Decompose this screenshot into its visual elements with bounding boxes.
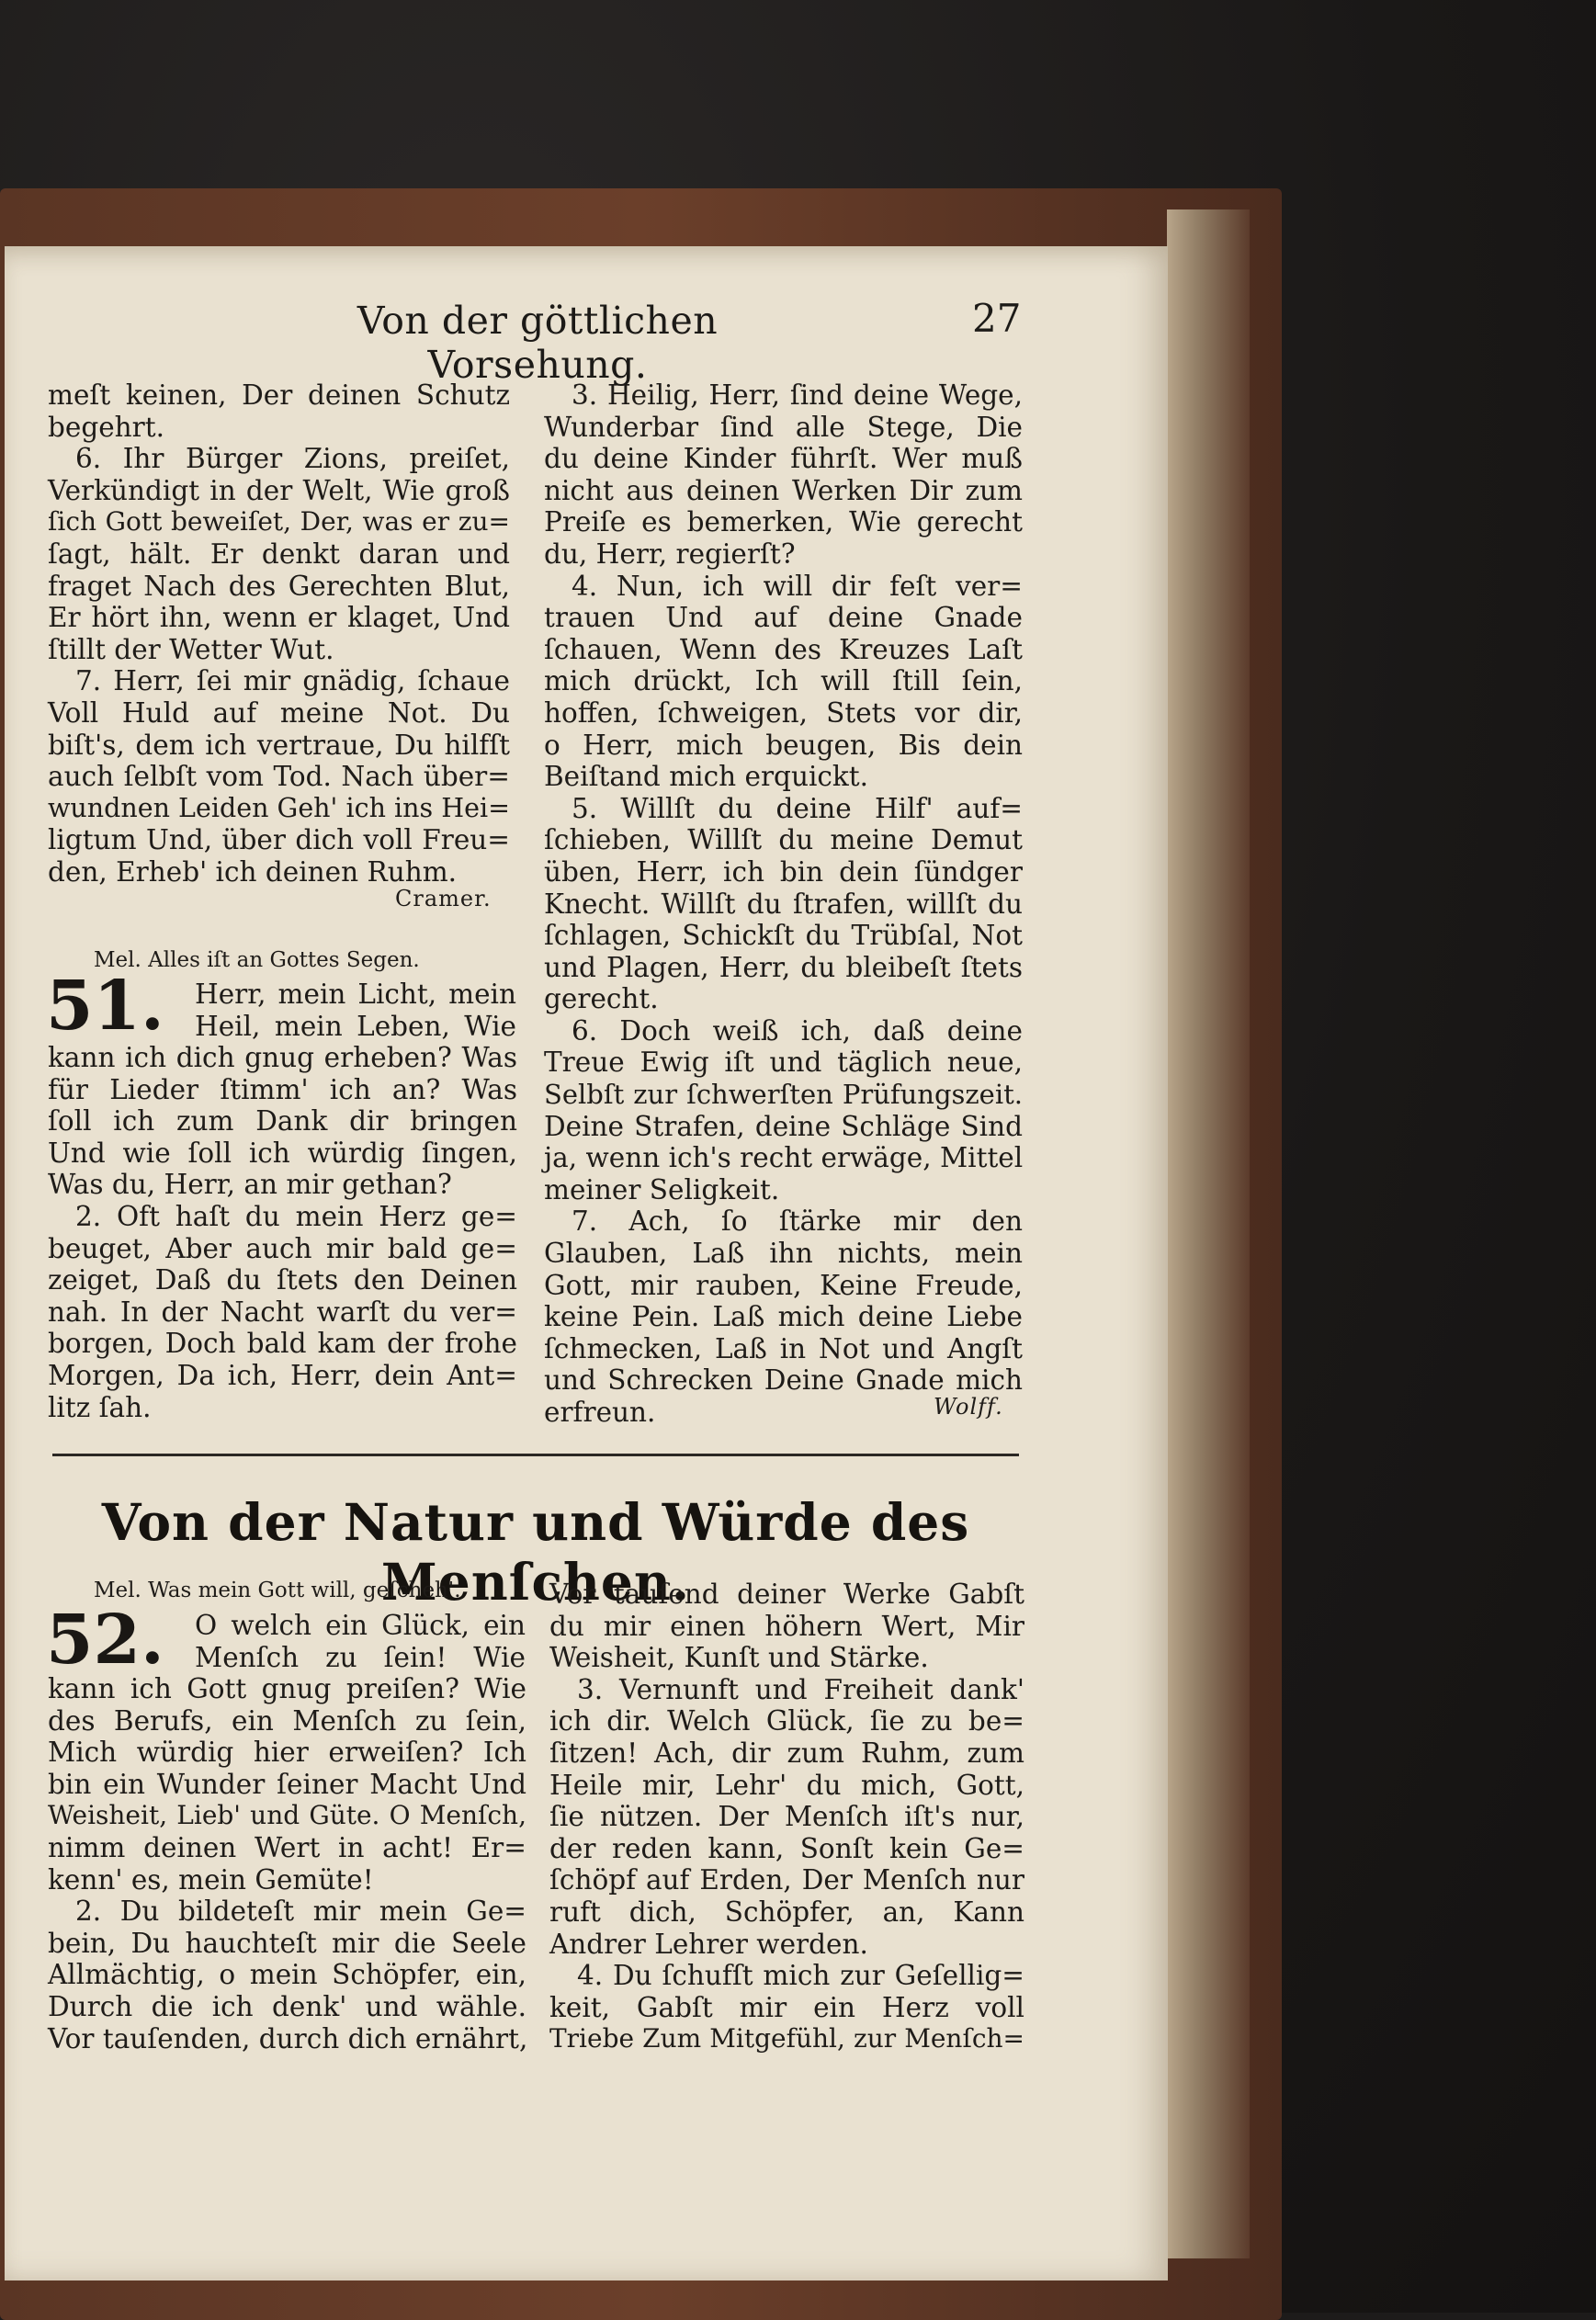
- page-number: 27: [972, 296, 1022, 341]
- text-line: ſich Gott beweiſet, Der, was er zu=: [48, 506, 510, 538]
- text-line: borgen, Doch bald kam der frohe: [48, 1328, 517, 1360]
- text-line: fraget Nach des Gerechten Blut,: [48, 570, 510, 602]
- text-line: ſitzen! Ach, dir zum Ruhm, zum: [549, 1737, 1024, 1769]
- text-line: litz ſah.: [48, 1391, 152, 1423]
- text-line: ſtillt der Wetter Wut.: [48, 633, 334, 665]
- text-line: kenn' es, mein Gemüte!: [48, 1863, 374, 1896]
- text-line: bein, Du hauchteſt mir die Seele: [48, 1927, 526, 1959]
- hymn-author: Cramer.: [395, 886, 492, 911]
- text-line: ligtum Und, über dich voll Freu=: [48, 824, 510, 856]
- text-line: Knecht. Willſt du ſtrafen, willſt du: [544, 888, 1023, 920]
- text-line: biſt's, dem ich vertraue, Du hilfſt: [48, 729, 510, 761]
- text-line: Vor tauſend deiner Werke Gabſt: [549, 1579, 1024, 1610]
- text-line: Triebe Zum Mitgefühl, zur Menſch=: [549, 2023, 1024, 2054]
- text-line: auch ſelbſt vom Tod. Nach über=: [48, 761, 510, 793]
- text-line: meſt keinen, Der deinen Schutz: [48, 379, 510, 411]
- running-header-title: Von der göttlichen Vorsehung.: [357, 299, 719, 387]
- text-line: des Berufs, ein Menſch zu ſein,: [48, 1704, 526, 1737]
- text-line: 6. Ihr Bürger Zions, preiſet,: [75, 443, 510, 475]
- hymn-first-lines: [195, 1610, 526, 1673]
- text-line: Gott, mir rauben, Keine Freude,: [544, 1269, 1023, 1301]
- text-line: O welch ein Glück, ein: [195, 1610, 526, 1641]
- text-line: Mich würdig hier erweiſen? Ich: [48, 1737, 526, 1769]
- melody-reference: Mel. Was mein Gott will, geſcheh'.: [94, 1579, 461, 1602]
- text-line: du, Herr, regierſt?: [544, 538, 796, 570]
- text-line: ſchieben, Willſt du meine Demut: [544, 824, 1023, 856]
- text-line: keine Pein. Laß mich deine Liebe: [544, 1301, 1023, 1333]
- text-line: Menſch zu ſein! Wie: [195, 1641, 526, 1673]
- text-line: ich dir. Welch Glück, ſie zu be=: [549, 1705, 1024, 1737]
- text-line: Preiſe es bemerken, Wie gerecht: [544, 506, 1023, 538]
- text-line: Deine Strafen, deine Schläge Sind: [544, 1110, 1023, 1142]
- text-line: Er hört ihn, wenn er klaget, Und: [48, 602, 510, 634]
- text-line: trauen Und auf deine Gnade: [544, 602, 1023, 634]
- text-line: 2. Oft haſt du mein Herz ge=: [75, 1200, 517, 1232]
- text-line: bin ein Wunder ſeiner Macht Und: [48, 1768, 526, 1800]
- text-line: hoffen, ſchweigen, Stets vor dir,: [544, 696, 1023, 729]
- text-line: Glauben, Laß ihn nichts, mein: [544, 1238, 1023, 1270]
- text-line: Treue Ewig iſt und täglich neue,: [544, 1047, 1023, 1079]
- text-line: du deine Kinder führſt. Wer muß: [544, 443, 1023, 475]
- text-line: kann ich dich gnug erheben? Was: [48, 1042, 517, 1073]
- text-line: Heil, mein Leben, Wie: [195, 1010, 516, 1042]
- text-line: 2. Du bildeteſt mir mein Ge=: [75, 1896, 526, 1928]
- text-line: nah. In der Nacht warſt du ver=: [48, 1296, 517, 1328]
- text-line: beuget, Aber auch mir bald ge=: [48, 1232, 517, 1264]
- text-line: Allmächtig, o mein Schöpfer, ein,: [48, 1959, 526, 1991]
- text-line: o Herr, mich beugen, Bis dein: [544, 729, 1023, 761]
- text-line: zeiget, Daß du ſtets den Deinen: [48, 1264, 517, 1296]
- text-line: begehrt.: [48, 411, 165, 443]
- melody-reference: Mel. Alles iſt an Gottes Segen.: [94, 948, 420, 972]
- text-line: 3. Vernunft und Freiheit dank': [577, 1673, 1024, 1705]
- text-line: erfreun.: [544, 1397, 656, 1428]
- text-line: Was du, Herr, an mir gethan?: [48, 1169, 452, 1201]
- text-line: meiner Seligkeit.: [544, 1173, 780, 1205]
- top-right-column: [544, 379, 1023, 1429]
- text-line: der reden kann, Sonſt kein Ge=: [549, 1832, 1024, 1864]
- hymn-number: 52.: [46, 1601, 164, 1680]
- text-line: 7. Herr, ſei mir gnädig, ſchaue: [75, 665, 510, 697]
- section-divider: [52, 1454, 1019, 1456]
- hymn-body: [48, 1673, 526, 2054]
- text-line: 7. Ach, ſo ſtärke mir den: [572, 1205, 1023, 1238]
- text-line: Herr, mein Licht, mein: [195, 979, 516, 1010]
- text-line: Heile mir, Lehr' du mich, Gott,: [549, 1769, 1024, 1801]
- hymn-body: [48, 1042, 517, 1423]
- text-line: 4. Du ſchufſt mich zur Geſellig=: [577, 1960, 1024, 1992]
- text-line: und Plagen, Herr, du bleibeſt ſtets: [544, 951, 1023, 983]
- hymn-first-lines: [195, 979, 516, 1042]
- text-line: ſagt, hält. Er denkt daran und: [48, 538, 510, 570]
- text-line: ſchöpf auf Erden, Der Menſch nur: [549, 1864, 1024, 1896]
- text-line: du mir einen höhern Wert, Mir: [549, 1610, 1024, 1642]
- text-line: Beiſtand mich erquickt.: [544, 761, 869, 793]
- text-line: nimm deinen Wert in acht! Er=: [48, 1831, 526, 1863]
- text-line: ruft dich, Schöpfer, an, Kann: [549, 1896, 1024, 1928]
- text-line: nicht aus deinen Werken Dir zum: [544, 474, 1023, 506]
- text-line: Morgen, Da ich, Herr, dein Ant=: [48, 1359, 517, 1391]
- text-line: mich drückt, Ich will ſtill ſein,: [544, 665, 1023, 697]
- text-line: Und wie ſoll ich würdig ſingen,: [48, 1137, 517, 1169]
- top-left-column: [48, 379, 510, 888]
- text-line: ſoll ich zum Dank dir bringen: [48, 1105, 517, 1137]
- hymn-author: Wolff.: [934, 1394, 1003, 1420]
- book-page-edges: [1167, 209, 1250, 2258]
- text-line: den, Erheb' ich deinen Ruhm.: [48, 855, 458, 888]
- bottom-right-column: [549, 1579, 1024, 2055]
- text-line: ſchlagen, Schickſt du Trübſal, Not: [544, 920, 1023, 952]
- text-line: 4. Nun, ich will dir feſt ver=: [572, 570, 1023, 602]
- text-line: ja, wenn ich's recht erwäge, Mittel: [544, 1142, 1024, 1174]
- text-line: ſie nützen. Der Menſch iſt's nur,: [549, 1801, 1024, 1833]
- text-line: 5. Willſt du deine Hilf' auf=: [572, 792, 1023, 824]
- text-line: Durch die ich denk' und wähle.: [48, 1990, 526, 2022]
- text-line: wundnen Leiden Geh' ich ins Hei=: [48, 792, 510, 823]
- text-line: ſchauen, Wenn des Kreuzes Laſt: [544, 633, 1023, 665]
- text-line: gerecht.: [544, 983, 659, 1015]
- text-line: keit, Gabſt mir ein Herz voll: [549, 1991, 1024, 2023]
- text-line: Voll Huld auf meine Not. Du: [48, 696, 510, 729]
- text-line: ſchmecken, Laß in Not und Angſt: [544, 1332, 1023, 1364]
- text-line: üben, Herr, ich bin dein ſündger: [544, 855, 1023, 888]
- text-line: 6. Doch weiß ich, daß deine: [572, 1014, 1023, 1047]
- text-line: Selbſt zur ſchwerſten Prüfungszeit.: [544, 1079, 1023, 1111]
- text-line: Weisheit, Lieb' und Güte. O Menſch,: [48, 1800, 526, 1831]
- text-line: und Schrecken Deine Gnade mich: [544, 1364, 1023, 1397]
- text-line: kann ich Gott gnug preiſen? Wie: [48, 1673, 526, 1704]
- text-line: Verkündigt in der Welt, Wie groß: [48, 474, 510, 506]
- text-line: 3. Heilig, Herr, ſind deine Wege,: [572, 379, 1023, 411]
- text-line: Wunderbar ſind alle Stege, Die: [544, 411, 1023, 443]
- text-line: Vor tauſenden, durch dich ernährt,: [48, 2022, 528, 2054]
- text-line: Weisheit, Kunſt und Stärke.: [549, 1642, 929, 1674]
- text-line: für Lieder ſtimm' ich an? Was: [48, 1073, 517, 1105]
- section-title: Von der Natur und Würde des Menſchen.: [101, 1492, 970, 1612]
- text-line: Andrer Lehrer werden.: [549, 1928, 868, 1960]
- hymn-number: 51.: [46, 967, 164, 1046]
